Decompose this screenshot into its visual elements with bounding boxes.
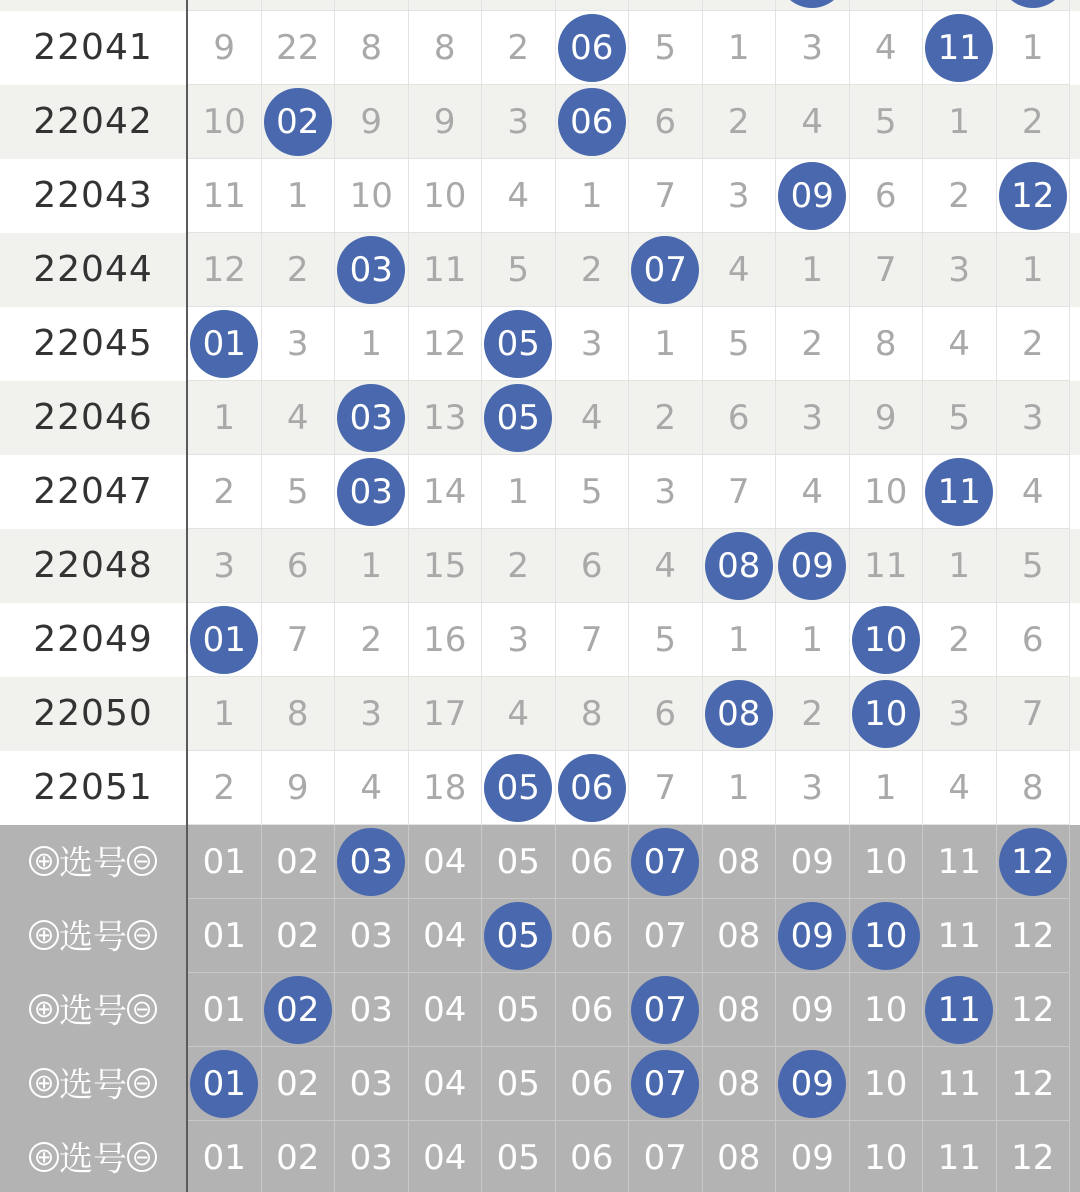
- selector-row: [0, 973, 1080, 1047]
- number-option[interactable]: 12: [997, 1121, 1071, 1192]
- trend-cell: 10: [409, 159, 483, 233]
- plus-icon[interactable]: ⊕: [29, 1068, 59, 1098]
- trend-cell: 1: [997, 233, 1071, 307]
- trend-cell: 6: [262, 529, 336, 603]
- trend-cell: 2: [262, 233, 336, 307]
- number-option[interactable]: 05: [482, 825, 556, 899]
- hit-ball: [999, 0, 1067, 8]
- trend-cell: 8: [262, 677, 336, 751]
- trend-cell: 5: [556, 455, 630, 529]
- trend-cell: 3: [262, 307, 336, 381]
- trend-cell: 5: [262, 455, 336, 529]
- trend-cell: [409, 0, 483, 11]
- trend-cell: 3: [482, 85, 556, 159]
- hit-ball: 09: [778, 532, 846, 600]
- trend-cell: 14: [409, 455, 483, 529]
- history-row: [0, 677, 1080, 751]
- selector-row: [0, 825, 1080, 899]
- issue-label: 22046: [0, 381, 188, 455]
- trend-cell: 4: [776, 85, 850, 159]
- trend-cell: [262, 0, 336, 11]
- issue-label: 22048: [0, 529, 188, 603]
- trend-cell: 8: [556, 677, 630, 751]
- issue-label: 22041: [0, 11, 188, 85]
- issue-label: 22042: [0, 85, 188, 159]
- trend-cell: [188, 603, 262, 677]
- trend-cell: [556, 0, 630, 11]
- selector-label-text: 选号: [59, 1139, 127, 1180]
- hit-ball: 12: [999, 162, 1067, 230]
- minus-icon[interactable]: ⊖: [127, 994, 157, 1024]
- trend-cell: 1: [703, 603, 777, 677]
- trend-cell: [923, 455, 997, 529]
- trend-cell: [923, 11, 997, 85]
- trend-cell: 4: [850, 11, 924, 85]
- number-option[interactable]: 02: [262, 899, 336, 973]
- hit-ball: 06: [558, 88, 626, 156]
- trend-cell: 10: [188, 85, 262, 159]
- issue-label: 22045: [0, 307, 188, 381]
- trend-cell: 6: [703, 381, 777, 455]
- trend-cell: 2: [776, 307, 850, 381]
- trend-cell: 5: [923, 381, 997, 455]
- trend-cell: 3: [776, 381, 850, 455]
- trend-cell: 2: [923, 603, 997, 677]
- trend-cell: 6: [629, 85, 703, 159]
- trend-cell: [482, 307, 556, 381]
- trend-cell: 6: [556, 529, 630, 603]
- plus-icon[interactable]: ⊕: [29, 994, 59, 1024]
- hit-ball: [778, 0, 846, 8]
- trend-cell: 7: [703, 455, 777, 529]
- trend-cell: 2: [629, 381, 703, 455]
- trend-cell: 2: [188, 751, 262, 825]
- trend-cell: [997, 0, 1071, 11]
- selector-label: [0, 1121, 188, 1192]
- hit-ball: 02: [264, 88, 332, 156]
- trend-cell: 9: [409, 85, 483, 159]
- hit-ball: 05: [484, 310, 552, 378]
- number-option[interactable]: 11: [923, 899, 997, 973]
- trend-cell: [556, 11, 630, 85]
- selected-ball[interactable]: 01: [190, 1050, 258, 1118]
- hit-ball: 06: [558, 754, 626, 822]
- number-option[interactable]: 09: [776, 1121, 850, 1192]
- trend-cell: 9: [850, 381, 924, 455]
- trend-cell: 1: [703, 11, 777, 85]
- history-row: [0, 751, 1080, 825]
- minus-icon[interactable]: ⊖: [127, 1142, 157, 1172]
- hit-ball: 08: [705, 680, 773, 748]
- issue-label: 22044: [0, 233, 188, 307]
- trend-cell: 5: [997, 529, 1071, 603]
- trend-cell: 3: [482, 603, 556, 677]
- trend-cell: [997, 159, 1071, 233]
- trend-cell: 1: [262, 159, 336, 233]
- trend-cell: 5: [629, 603, 703, 677]
- trend-cell: 1: [556, 159, 630, 233]
- trend-cell: [335, 0, 409, 11]
- number-option[interactable]: 03: [335, 899, 409, 973]
- number-option[interactable]: 02: [262, 1121, 336, 1192]
- trend-cell: 22: [262, 11, 336, 85]
- trend-cell: [262, 85, 336, 159]
- trend-cell: 3: [997, 381, 1071, 455]
- issue-label: 22043: [0, 159, 188, 233]
- issue-label: 22051: [0, 751, 188, 825]
- trend-cell: 8: [335, 11, 409, 85]
- number-option[interactable]: 07: [629, 899, 703, 973]
- number-option[interactable]: 04: [409, 899, 483, 973]
- trend-cell: 2: [482, 529, 556, 603]
- number-option[interactable]: [262, 973, 336, 1047]
- trend-cell: 1: [188, 677, 262, 751]
- number-option[interactable]: 06: [556, 825, 630, 899]
- trend-cell: 3: [776, 751, 850, 825]
- hit-ball: 03: [337, 384, 405, 452]
- number-option[interactable]: [335, 825, 409, 899]
- plus-icon[interactable]: ⊕: [29, 920, 59, 950]
- history-row-partial: [0, 0, 1080, 11]
- selector-row: [0, 899, 1080, 973]
- trend-cell: 7: [997, 677, 1071, 751]
- trend-cell: 1: [923, 529, 997, 603]
- issue-label: 22049: [0, 603, 188, 677]
- selector-label-text: 选号: [59, 843, 127, 884]
- hit-ball: 06: [558, 14, 626, 82]
- trend-cell: 8: [409, 11, 483, 85]
- trend-cell: 4: [776, 455, 850, 529]
- trend-cell: 12: [188, 233, 262, 307]
- trend-cell: 9: [262, 751, 336, 825]
- number-option[interactable]: 06: [556, 1047, 630, 1121]
- selector-label-text: 选号: [59, 1065, 127, 1106]
- trend-cell: 3: [629, 455, 703, 529]
- trend-cell: 3: [335, 677, 409, 751]
- history-row: [0, 381, 1080, 455]
- number-option[interactable]: 06: [556, 1121, 630, 1192]
- trend-cell: 3: [923, 677, 997, 751]
- number-option[interactable]: 05: [482, 1121, 556, 1192]
- hit-ball: 07: [631, 236, 699, 304]
- number-option[interactable]: 08: [703, 1047, 777, 1121]
- number-option[interactable]: 04: [409, 1121, 483, 1192]
- number-option[interactable]: 11: [923, 825, 997, 899]
- number-option[interactable]: [997, 825, 1071, 899]
- trend-cell: 4: [482, 159, 556, 233]
- trend-cell: 7: [262, 603, 336, 677]
- trend-cell: [482, 381, 556, 455]
- hit-ball: 10: [852, 680, 920, 748]
- number-option[interactable]: 02: [262, 825, 336, 899]
- trend-cell: 7: [629, 751, 703, 825]
- number-option[interactable]: 08: [703, 825, 777, 899]
- history-row: [0, 159, 1080, 233]
- trend-cell: 3: [776, 11, 850, 85]
- hit-ball: 08: [705, 532, 773, 600]
- plus-icon[interactable]: ⊕: [29, 846, 59, 876]
- selected-ball[interactable]: 03: [337, 828, 405, 896]
- number-option[interactable]: 03: [335, 1047, 409, 1121]
- number-option[interactable]: 10: [850, 1047, 924, 1121]
- number-option[interactable]: 06: [556, 973, 630, 1047]
- hit-ball: 09: [778, 162, 846, 230]
- trend-cell: 16: [409, 603, 483, 677]
- trend-cell: 1: [335, 529, 409, 603]
- trend-cell: 9: [335, 85, 409, 159]
- number-option[interactable]: 06: [556, 899, 630, 973]
- history-row: [0, 307, 1080, 381]
- hit-ball: 10: [852, 606, 920, 674]
- trend-cell: 13: [409, 381, 483, 455]
- number-option[interactable]: 10: [850, 1121, 924, 1192]
- hit-ball: 11: [925, 14, 993, 82]
- trend-cell: 1: [776, 233, 850, 307]
- history-row: [0, 529, 1080, 603]
- hit-ball: 01: [190, 606, 258, 674]
- hit-ball: 05: [484, 384, 552, 452]
- trend-cell: 7: [850, 233, 924, 307]
- minus-icon[interactable]: ⊖: [127, 920, 157, 950]
- number-option[interactable]: [629, 973, 703, 1047]
- trend-cell: [629, 233, 703, 307]
- trend-cell: 1: [335, 307, 409, 381]
- trend-cell: [776, 159, 850, 233]
- trend-cell: [335, 455, 409, 529]
- selected-ball[interactable]: 11: [925, 976, 993, 1044]
- number-option[interactable]: 11: [923, 1047, 997, 1121]
- trend-cell: 2: [482, 11, 556, 85]
- number-option[interactable]: [188, 1047, 262, 1121]
- trend-cell: 7: [556, 603, 630, 677]
- trend-cell: 18: [409, 751, 483, 825]
- trend-cell: 3: [923, 233, 997, 307]
- selected-ball[interactable]: 05: [484, 902, 552, 970]
- trend-cell: 2: [923, 159, 997, 233]
- number-option[interactable]: 12: [997, 973, 1071, 1047]
- selector-label-text: 选号: [59, 917, 127, 958]
- hit-ball: 03: [337, 236, 405, 304]
- number-option[interactable]: 12: [997, 899, 1071, 973]
- trend-cell: 2: [188, 455, 262, 529]
- history-row: [0, 455, 1080, 529]
- number-option[interactable]: 05: [482, 1047, 556, 1121]
- minus-icon[interactable]: ⊖: [127, 846, 157, 876]
- trend-cell: 1: [997, 11, 1071, 85]
- number-option[interactable]: 02: [262, 1047, 336, 1121]
- selector-label-text: 选号: [59, 991, 127, 1032]
- trend-cell: 11: [409, 233, 483, 307]
- trend-cell: [703, 529, 777, 603]
- number-option[interactable]: 01: [188, 973, 262, 1047]
- number-option[interactable]: 10: [850, 973, 924, 1047]
- selector-row: [0, 1121, 1080, 1192]
- trend-cell: [188, 307, 262, 381]
- trend-cell: [482, 0, 556, 11]
- number-option[interactable]: 01: [188, 899, 262, 973]
- selected-ball[interactable]: 09: [778, 1050, 846, 1118]
- selected-ball[interactable]: 07: [631, 1050, 699, 1118]
- trend-cell: 3: [188, 529, 262, 603]
- number-option[interactable]: 04: [409, 825, 483, 899]
- selected-ball[interactable]: 07: [631, 828, 699, 896]
- trend-cell: 2: [335, 603, 409, 677]
- hit-ball: 03: [337, 458, 405, 526]
- number-option[interactable]: 05: [482, 973, 556, 1047]
- trend-cell: 4: [482, 677, 556, 751]
- trend-cell: 3: [556, 307, 630, 381]
- trend-cell: 2: [556, 233, 630, 307]
- hit-ball: 11: [925, 458, 993, 526]
- trend-cell: 5: [703, 307, 777, 381]
- hit-ball: 05: [484, 754, 552, 822]
- trend-cell: 4: [703, 233, 777, 307]
- selected-ball[interactable]: 07: [631, 976, 699, 1044]
- number-option[interactable]: 12: [997, 1047, 1071, 1121]
- selector-label: [0, 825, 188, 899]
- history-row: [0, 85, 1080, 159]
- trend-cell: 1: [923, 85, 997, 159]
- trend-cell: [335, 233, 409, 307]
- selected-ball[interactable]: 02: [264, 976, 332, 1044]
- history-row: [0, 11, 1080, 85]
- trend-cell: 6: [997, 603, 1071, 677]
- trend-cell: 2: [703, 85, 777, 159]
- trend-cell: 1: [703, 751, 777, 825]
- trend-cell: 4: [923, 751, 997, 825]
- number-option[interactable]: 09: [776, 825, 850, 899]
- trend-cell: 1: [188, 381, 262, 455]
- trend-cell: 4: [629, 529, 703, 603]
- number-option[interactable]: 03: [335, 1121, 409, 1192]
- trend-cell: 1: [776, 603, 850, 677]
- history-row: [0, 603, 1080, 677]
- trend-cell: 2: [997, 85, 1071, 159]
- trend-cell: 5: [629, 11, 703, 85]
- trend-cell: [703, 0, 777, 11]
- trend-cell: 10: [335, 159, 409, 233]
- trend-cell: 6: [850, 159, 924, 233]
- number-option[interactable]: 04: [409, 1047, 483, 1121]
- number-option[interactable]: 03: [335, 973, 409, 1047]
- trend-cell: 12: [409, 307, 483, 381]
- selector-label: [0, 973, 188, 1047]
- number-option[interactable]: 08: [703, 899, 777, 973]
- number-option[interactable]: 08: [703, 973, 777, 1047]
- number-option[interactable]: [850, 899, 924, 973]
- trend-cell: [556, 751, 630, 825]
- number-option[interactable]: 10: [850, 825, 924, 899]
- trend-cell: [850, 603, 924, 677]
- number-option[interactable]: [923, 973, 997, 1047]
- history-row: [0, 233, 1080, 307]
- plus-icon[interactable]: ⊕: [29, 1142, 59, 1172]
- trend-cell: 11: [188, 159, 262, 233]
- number-option[interactable]: [776, 899, 850, 973]
- trend-cell: 9: [188, 11, 262, 85]
- selector-row: [0, 1047, 1080, 1121]
- trend-cell: 3: [703, 159, 777, 233]
- trend-cell: 4: [556, 381, 630, 455]
- trend-cell: 6: [629, 677, 703, 751]
- selected-ball[interactable]: 10: [852, 902, 920, 970]
- trend-cell: [188, 0, 262, 11]
- trend-cell: 8: [850, 307, 924, 381]
- number-option[interactable]: 09: [776, 973, 850, 1047]
- number-option[interactable]: 01: [188, 1121, 262, 1192]
- trend-cell: 2: [776, 677, 850, 751]
- trend-cell: 11: [850, 529, 924, 603]
- trend-cell: 8: [997, 751, 1071, 825]
- trend-cell: [482, 751, 556, 825]
- trend-cell: 1: [482, 455, 556, 529]
- trend-cell: 7: [629, 159, 703, 233]
- trend-cell: 17: [409, 677, 483, 751]
- trend-cell: 2: [997, 307, 1071, 381]
- trend-cell: [335, 381, 409, 455]
- number-option[interactable]: 04: [409, 973, 483, 1047]
- hit-ball: 01: [190, 310, 258, 378]
- trend-cell: 5: [850, 85, 924, 159]
- trend-cell: 4: [335, 751, 409, 825]
- selected-ball[interactable]: 09: [778, 902, 846, 970]
- trend-cell: [923, 0, 997, 11]
- selector-label: [0, 899, 188, 973]
- minus-icon[interactable]: ⊖: [127, 1068, 157, 1098]
- trend-cell: [850, 0, 924, 11]
- trend-cell: [850, 677, 924, 751]
- trend-cell: 4: [923, 307, 997, 381]
- trend-cell: 5: [482, 233, 556, 307]
- number-option[interactable]: [629, 1047, 703, 1121]
- selected-ball[interactable]: 12: [999, 828, 1067, 896]
- number-option[interactable]: [629, 825, 703, 899]
- issue-label: [0, 0, 188, 11]
- number-option[interactable]: 08: [703, 1121, 777, 1192]
- number-option[interactable]: 07: [629, 1121, 703, 1192]
- trend-cell: 15: [409, 529, 483, 603]
- trend-cell: [776, 0, 850, 11]
- number-option[interactable]: [776, 1047, 850, 1121]
- selector-label: [0, 1047, 188, 1121]
- trend-cell: [556, 85, 630, 159]
- trend-cell: 4: [262, 381, 336, 455]
- trend-cell: [629, 0, 703, 11]
- number-option[interactable]: 01: [188, 825, 262, 899]
- issue-label: 22047: [0, 455, 188, 529]
- trend-cell: 4: [997, 455, 1071, 529]
- trend-cell: 10: [850, 455, 924, 529]
- number-option[interactable]: 11: [923, 1121, 997, 1192]
- trend-cell: 1: [629, 307, 703, 381]
- trend-cell: [776, 529, 850, 603]
- issue-label: 22050: [0, 677, 188, 751]
- trend-cell: [703, 677, 777, 751]
- number-option[interactable]: [482, 899, 556, 973]
- trend-cell: 1: [850, 751, 924, 825]
